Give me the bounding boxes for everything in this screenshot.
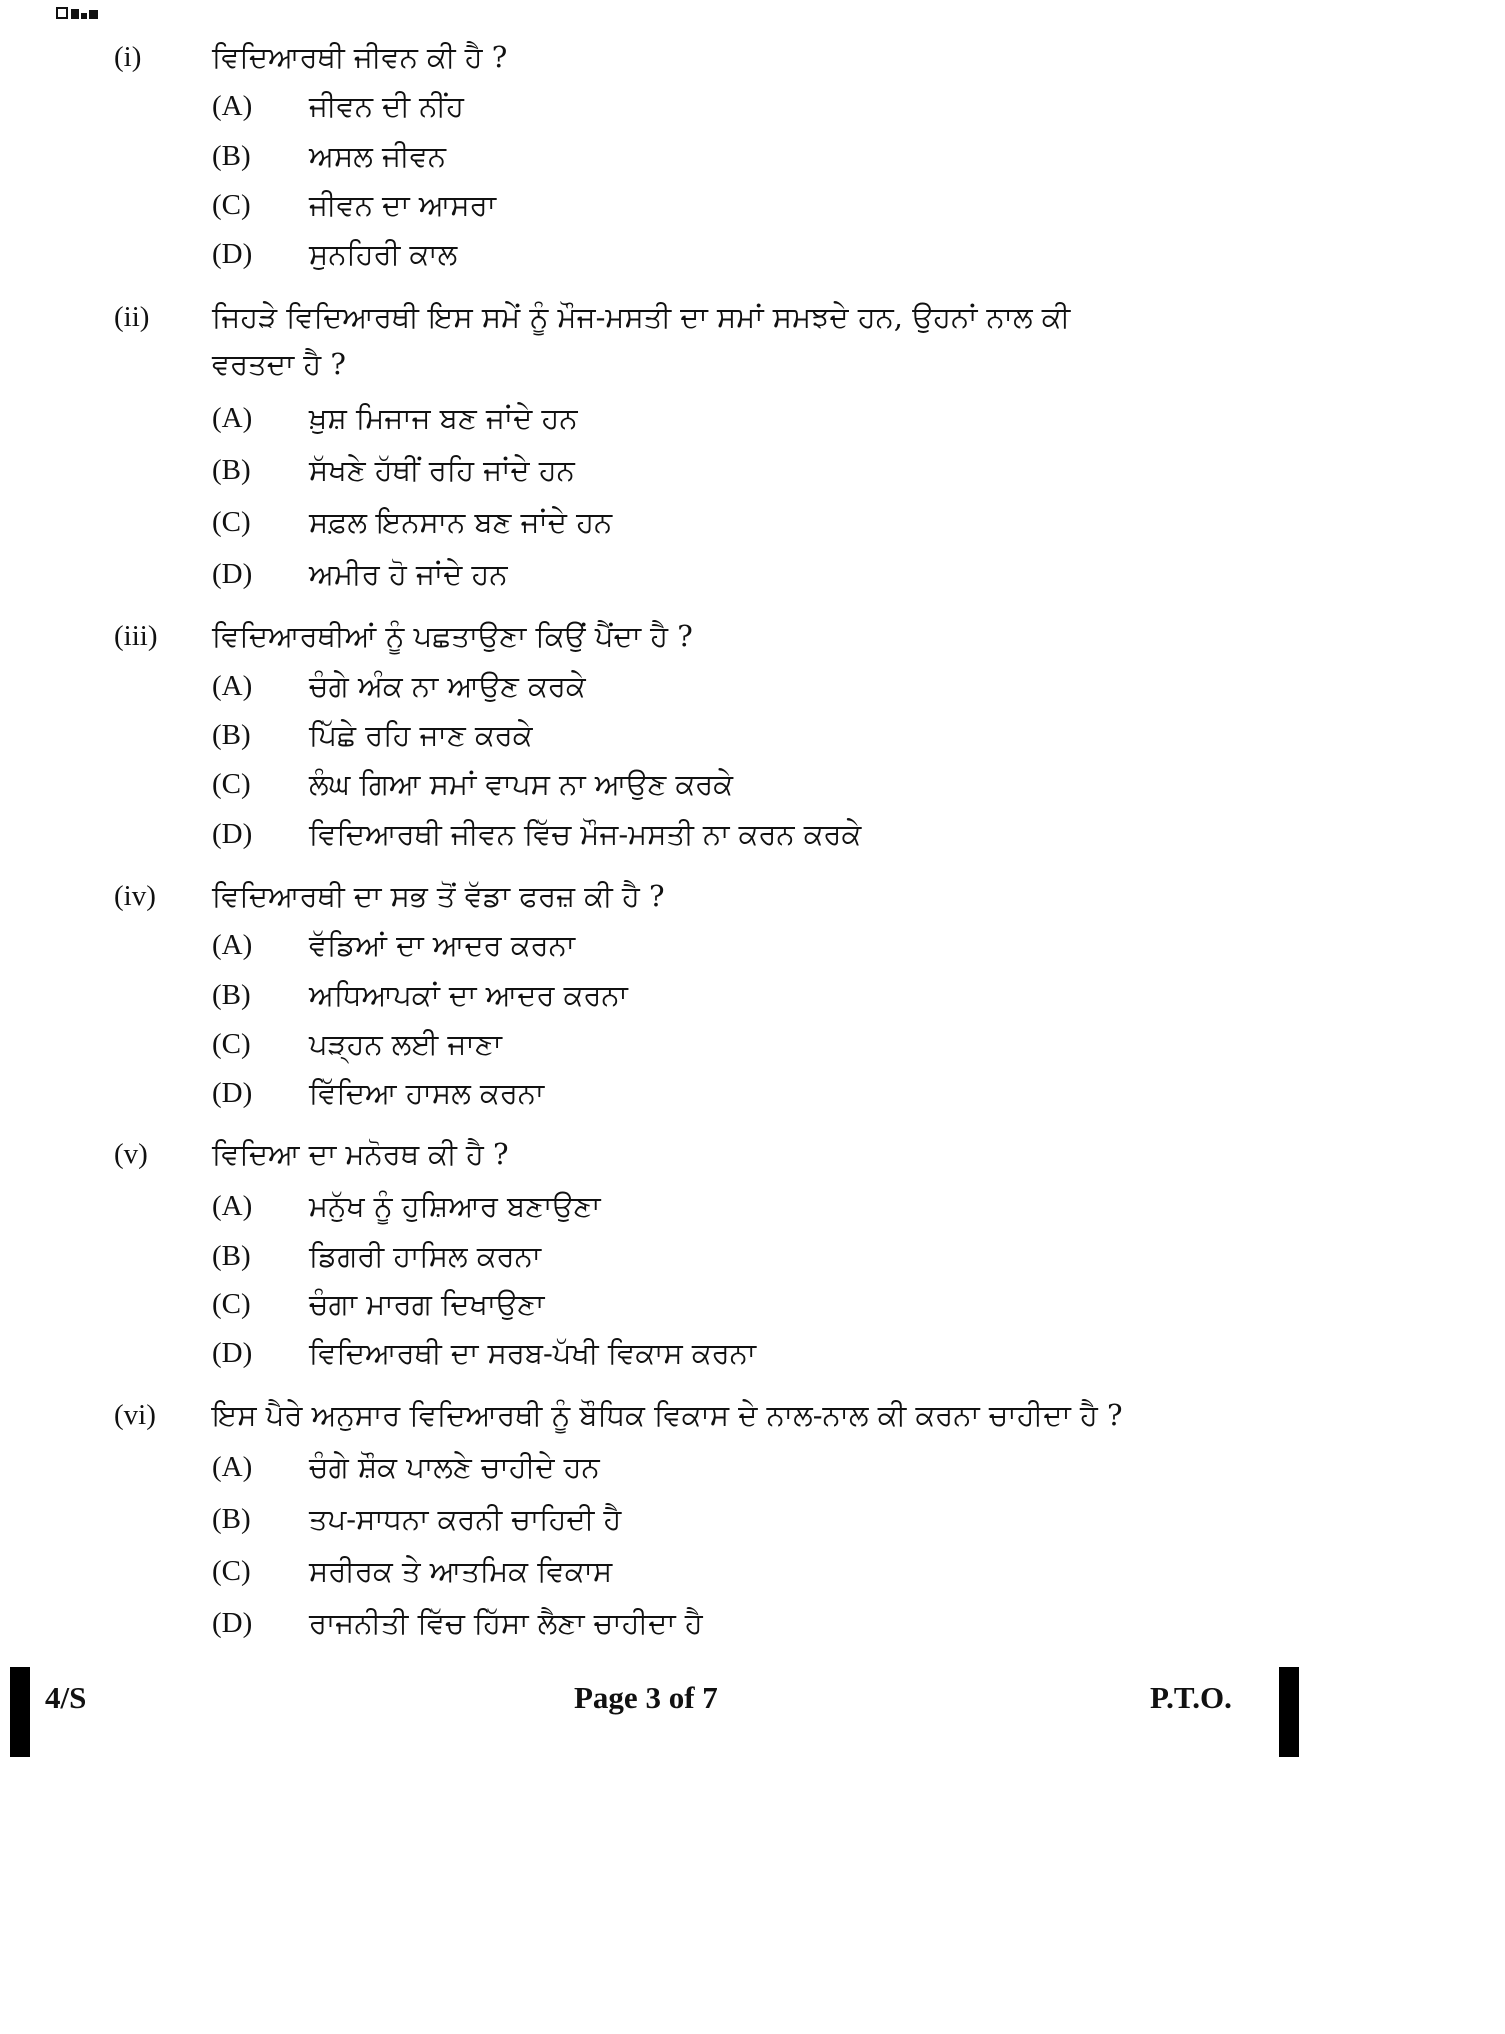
- question-text: ਵਿਦਿਆ ਦਾ ਮਨੋਰਥ ਕੀ ਹੈ ?: [212, 1137, 509, 1171]
- option-text: ਸਰੀਰਕ ਤੇ ਆਤਮਿਕ ਵਿਕਾਸ: [309, 1554, 613, 1588]
- option-text: ਰਾਜਨੀਤੀ ਵਿੱਚ ਹਿੱਸਾ ਲੈਣਾ ਚਾਹੀਦਾ ਹੈ: [309, 1606, 703, 1640]
- option-letter: (B): [212, 1503, 251, 1535]
- option-text: ਖ਼ੁਸ਼ ਮਿਜਾਜ ਬਣ ਜਾਂਦੇ ਹਨ: [309, 401, 578, 435]
- option-text: ਜੀਵਨ ਦਾ ਆਸਰਾ: [309, 188, 497, 222]
- option-text: ਅਮੀਰ ਹੋ ਜਾਂਦੇ ਹਨ: [309, 557, 508, 591]
- option-text: ਸੁਨਹਿਰੀ ਕਾਲ: [309, 237, 458, 271]
- option-text: ਵਿੱਦਿਆ ਹਾਸਲ ਕਰਨਾ: [309, 1076, 545, 1110]
- option-letter: (B): [212, 719, 251, 751]
- option-text: ਅਸਲ ਜੀਵਨ: [309, 139, 447, 173]
- option-text: ਸੱਖਣੇ ਹੱਥੀਂ ਰਹਿ ਜਾਂਦੇ ਹਨ: [309, 453, 575, 487]
- footer-right-bar: [1279, 1667, 1299, 1757]
- please-turn-over: P.T.O.: [1150, 1680, 1232, 1715]
- question-text: ਵਿਦਿਆਰਥੀਆਂ ਨੂੰ ਪਛਤਾਉਣਾ ਕਿਉਂ ਪੈਂਦਾ ਹੈ ?: [212, 619, 693, 653]
- option-letter: (D): [212, 1337, 253, 1369]
- footer-left-bar: [10, 1667, 30, 1757]
- option-text: ਚੰਗੇ ਅੰਕ ਨਾ ਆਉਣ ਕਰਕੇ: [309, 669, 586, 703]
- option-letter: (D): [212, 558, 253, 590]
- qr-code-icon: [56, 4, 106, 20]
- option-letter: (A): [212, 929, 253, 961]
- paper-code: 4/S: [45, 1680, 87, 1715]
- question-number: (ii): [114, 301, 150, 333]
- option-text: ਸਫ਼ਲ ਇਨਸਾਨ ਬਣ ਜਾਂਦੇ ਹਨ: [309, 505, 613, 539]
- question-number: (i): [114, 41, 142, 73]
- option-text: ਪਿੱਛੇ ਰਹਿ ਜਾਣ ਕਰਕੇ: [309, 718, 533, 752]
- option-letter: (D): [212, 818, 253, 850]
- option-letter: (B): [212, 454, 251, 486]
- question-number: (vi): [114, 1399, 156, 1431]
- option-letter: (C): [212, 1288, 251, 1320]
- option-letter: (D): [212, 1077, 253, 1109]
- option-letter: (B): [212, 1240, 251, 1272]
- option-text: ਮਨੁੱਖ ਨੂੰ ਹੁਸ਼ਿਆਰ ਬਣਾਉਣਾ: [309, 1189, 601, 1223]
- option-letter: (C): [212, 768, 251, 800]
- option-letter: (C): [212, 189, 251, 221]
- question-text: ਵਿਦਿਆਰਥੀ ਜੀਵਨ ਕੀ ਹੈ ?: [212, 40, 508, 74]
- option-letter: (D): [212, 238, 253, 270]
- question-number: (v): [114, 1138, 148, 1170]
- option-text: ਤਪ-ਸਾਧਨਾ ਕਰਨੀ ਚਾਹਿਦੀ ਹੈ: [309, 1502, 622, 1536]
- option-text: ਚੰਗਾ ਮਾਰਗ ਦਿਖਾਉਣਾ: [309, 1287, 545, 1321]
- option-letter: (B): [212, 979, 251, 1011]
- option-text: ਲੰਘ ਗਿਆ ਸਮਾਂ ਵਾਪਸ ਨਾ ਆਉਣ ਕਰਕੇ: [309, 767, 733, 801]
- page-number: Page 3 of 7: [574, 1680, 718, 1715]
- question-text: ਵਿਦਿਆਰਥੀ ਦਾ ਸਭ ਤੋਂ ਵੱਡਾ ਫਰਜ਼ ਕੀ ਹੈ ?: [212, 879, 665, 913]
- option-letter: (A): [212, 402, 253, 434]
- option-text: ਵਿਦਿਆਰਥੀ ਦਾ ਸਰਬ-ਪੱਖੀ ਵਿਕਾਸ ਕਰਨਾ: [309, 1336, 757, 1370]
- option-letter: (A): [212, 1190, 253, 1222]
- option-letter: (C): [212, 1555, 251, 1587]
- option-text: ਡਿਗਰੀ ਹਾਸਿਲ ਕਰਨਾ: [309, 1239, 542, 1273]
- option-letter: (A): [212, 1451, 253, 1483]
- option-letter: (D): [212, 1607, 253, 1639]
- option-text: ਵਿਦਿਆਰਥੀ ਜੀਵਨ ਵਿੱਚ ਮੌਜ-ਮਸਤੀ ਨਾ ਕਰਨ ਕਰਕੇ: [309, 817, 862, 851]
- option-text: ਜੀਵਨ ਦੀ ਨੀਂਹ: [309, 89, 464, 123]
- option-text: ਪੜ੍ਹਨ ਲਈ ਜਾਣਾ: [309, 1027, 502, 1061]
- question-number: (iii): [114, 620, 158, 652]
- option-text: ਚੰਗੇ ਸ਼ੌਕ ਪਾਲਣੇ ਚਾਹੀਦੇ ਹਨ: [309, 1450, 600, 1484]
- option-text: ਵੱਡਿਆਂ ਦਾ ਆਦਰ ਕਰਨਾ: [309, 928, 576, 962]
- option-text: ਅਧਿਆਪਕਾਂ ਦਾ ਆਦਰ ਕਰਨਾ: [309, 978, 628, 1012]
- question-text: ਜਿਹੜੇ ਵਿਦਿਆਰਥੀ ਇਸ ਸਮੇਂ ਨੂੰ ਮੌਜ-ਮਸਤੀ ਦਾ ਸਮਾਂ ਸਮਝਦੇ ਹਨ, ਉਹਨਾਂ ਨਾਲ ਕੀ: [212, 300, 1071, 334]
- option-letter: (C): [212, 1028, 251, 1060]
- option-letter: (A): [212, 90, 253, 122]
- option-letter: (B): [212, 140, 251, 172]
- option-letter: (C): [212, 506, 251, 538]
- option-letter: (A): [212, 670, 253, 702]
- question-text: ਵਰਤਦਾ ਹੈ ?: [212, 347, 346, 381]
- question-text: ਇਸ ਪੈਰੇ ਅਨੁਸਾਰ ਵਿਦਿਆਰਥੀ ਨੂੰ ਬੌਧਿਕ ਵਿਕਾਸ ਦੇ ਨਾਲ-ਨਾਲ ਕੀ ਕਰਨਾ ਚਾਹੀਦਾ ਹੈ ?: [212, 1398, 1123, 1432]
- question-number: (iv): [114, 880, 156, 912]
